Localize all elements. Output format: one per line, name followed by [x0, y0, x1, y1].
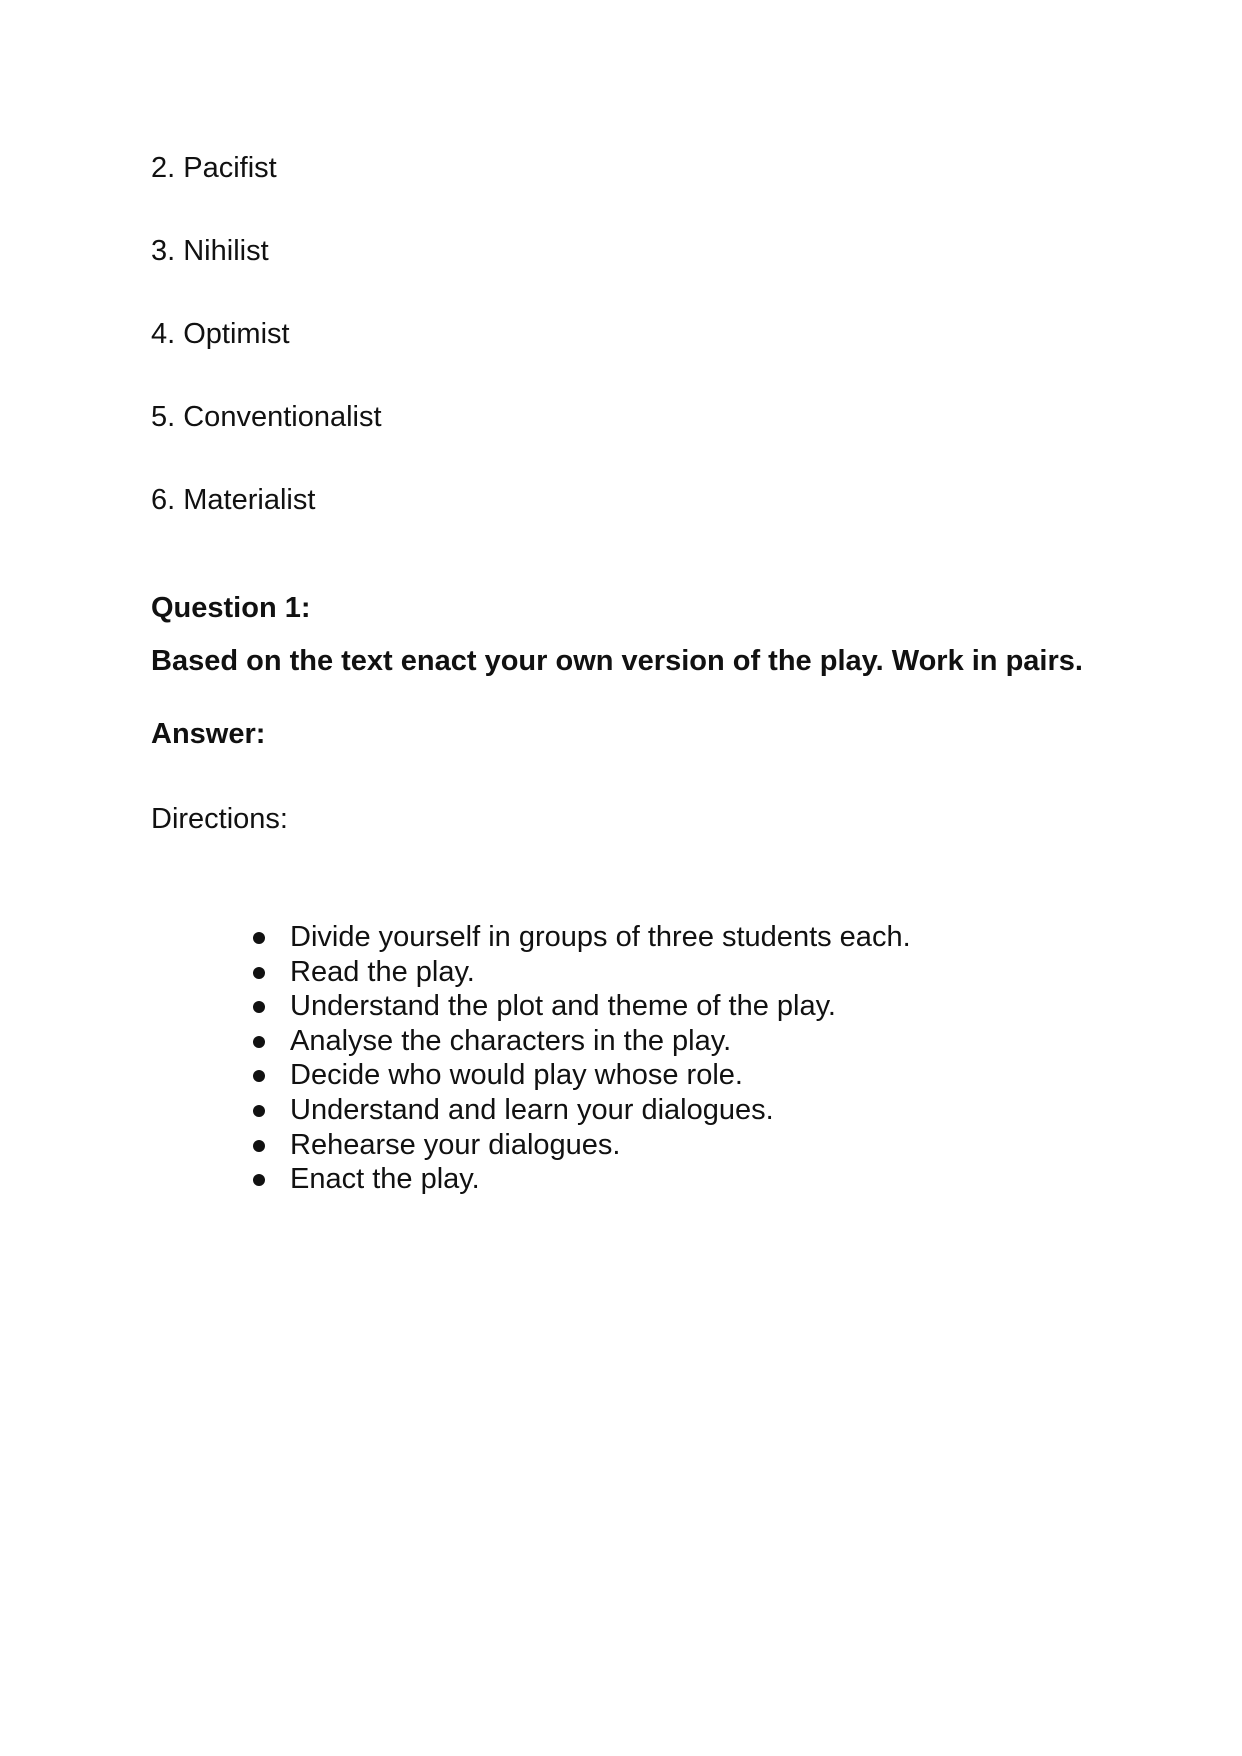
direction-step: Analyse the characters in the play.	[252, 1024, 911, 1059]
list-item: 3. Nihilist	[151, 235, 269, 267]
bullet-icon	[253, 1070, 265, 1082]
bullet-icon	[253, 967, 265, 979]
bullet-icon	[253, 1174, 265, 1186]
bullet-icon	[253, 1001, 265, 1013]
direction-step: Read the play.	[252, 955, 911, 990]
question-heading: Question 1:	[151, 592, 311, 624]
bullet-icon	[253, 932, 265, 944]
direction-step: Understand and learn your dialogues.	[252, 1093, 911, 1128]
list-item: 6. Materialist	[151, 484, 316, 516]
direction-step: Divide yourself in groups of three students each.	[252, 920, 911, 955]
direction-step: Rehearse your dialogues.	[252, 1128, 911, 1163]
answer-heading: Answer:	[151, 718, 266, 750]
direction-step: Understand the plot and theme of the play.	[252, 989, 911, 1024]
list-item: 4. Optimist	[151, 318, 290, 350]
directions-list	[252, 920, 911, 1197]
bullet-icon	[253, 1140, 265, 1152]
direction-step: Enact the play.	[252, 1162, 911, 1197]
bullet-icon	[253, 1036, 265, 1048]
question-text: Based on the text enact your own version of the play. Work in pairs.	[151, 645, 1083, 677]
list-item: 5. Conventionalist	[151, 401, 382, 433]
directions-label: Directions:	[151, 803, 288, 835]
bullet-icon	[253, 1105, 265, 1117]
direction-step: Decide who would play whose role.	[252, 1058, 911, 1093]
list-item: 2. Pacifist	[151, 152, 277, 184]
